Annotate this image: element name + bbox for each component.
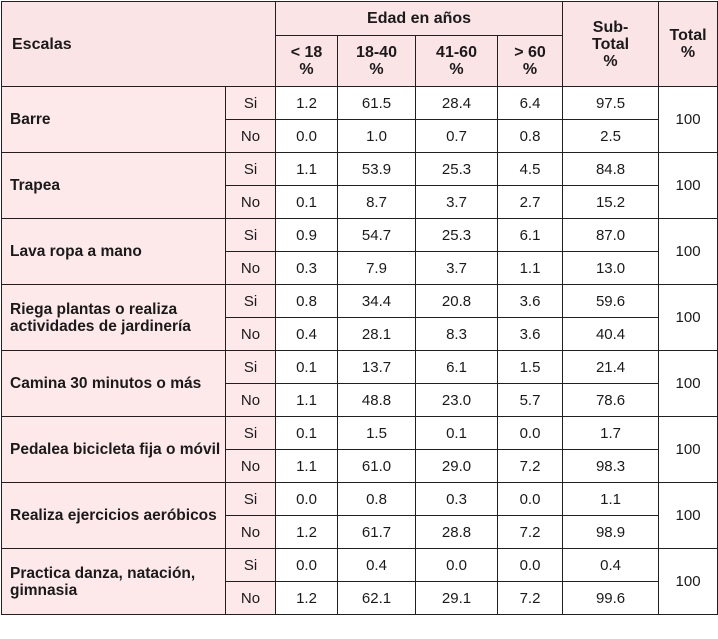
answer-label: No	[226, 582, 276, 615]
answer-label: Si	[226, 219, 276, 252]
value-cell: 7.2	[498, 516, 563, 549]
value-cell: 4.5	[498, 153, 563, 186]
answer-label: No	[226, 450, 276, 483]
header-escalas: Escalas	[2, 2, 276, 87]
subtotal-cell: 97.5	[563, 87, 659, 120]
value-cell: 8.7	[338, 186, 416, 219]
scale-label: Realiza ejercicios aeróbicos	[2, 483, 226, 549]
scale-label: Pedalea bicicleta fija o móvil	[2, 417, 226, 483]
table-row	[2, 219, 718, 252]
subtotal-cell: 1.7	[563, 417, 659, 450]
value-cell: 7.9	[338, 252, 416, 285]
value-cell: 0.4	[276, 318, 338, 351]
value-cell: 3.6	[498, 285, 563, 318]
total-cell: 100	[659, 87, 718, 153]
value-cell: 0.1	[416, 417, 498, 450]
value-cell: 7.2	[498, 450, 563, 483]
subtotal-cell: 2.5	[563, 120, 659, 153]
value-cell: 3.7	[416, 186, 498, 219]
value-cell: 0.3	[276, 252, 338, 285]
header-subtotal: Sub- Total %	[563, 2, 659, 87]
value-cell: 29.0	[416, 450, 498, 483]
subtotal-cell: 21.4	[563, 351, 659, 384]
value-cell: 28.8	[416, 516, 498, 549]
value-cell: 0.0	[416, 549, 498, 582]
value-cell: 1.5	[338, 417, 416, 450]
table-row	[2, 285, 718, 318]
table-row	[2, 417, 718, 450]
header-age-group: < 18 %	[276, 36, 338, 87]
subtotal-cell: 78.6	[563, 384, 659, 417]
subtotal-cell: 98.9	[563, 516, 659, 549]
subtotal-cell: 99.6	[563, 582, 659, 615]
value-cell: 28.4	[416, 87, 498, 120]
value-cell: 1.1	[498, 252, 563, 285]
answer-label: No	[226, 516, 276, 549]
value-cell: 0.1	[276, 417, 338, 450]
answer-label: No	[226, 318, 276, 351]
total-cell: 100	[659, 219, 718, 285]
value-cell: 0.7	[416, 120, 498, 153]
value-cell: 13.7	[338, 351, 416, 384]
value-cell: 20.8	[416, 285, 498, 318]
value-cell: 1.2	[276, 516, 338, 549]
value-cell: 7.2	[498, 582, 563, 615]
total-cell: 100	[659, 549, 718, 615]
table-row	[2, 483, 718, 516]
value-cell: 0.0	[498, 417, 563, 450]
value-cell: 0.0	[276, 549, 338, 582]
value-cell: 0.0	[276, 120, 338, 153]
value-cell: 0.8	[276, 285, 338, 318]
value-cell: 1.0	[338, 120, 416, 153]
table-row	[2, 549, 718, 582]
subtotal-cell: 84.8	[563, 153, 659, 186]
value-cell: 25.3	[416, 219, 498, 252]
value-cell: 34.4	[338, 285, 416, 318]
subtotal-cell: 98.3	[563, 450, 659, 483]
value-cell: 28.1	[338, 318, 416, 351]
value-cell: 1.1	[276, 153, 338, 186]
value-cell: 0.1	[276, 186, 338, 219]
header-edad: Edad en años	[276, 2, 563, 36]
subtotal-cell: 0.4	[563, 549, 659, 582]
value-cell: 61.5	[338, 87, 416, 120]
value-cell: 1.1	[276, 450, 338, 483]
value-cell: 0.3	[416, 483, 498, 516]
answer-label: Si	[226, 351, 276, 384]
value-cell: 48.8	[338, 384, 416, 417]
value-cell: 8.3	[416, 318, 498, 351]
value-cell: 0.0	[498, 483, 563, 516]
answer-label: Si	[226, 549, 276, 582]
answer-label: No	[226, 252, 276, 285]
scale-label: Camina 30 minutos o más	[2, 351, 226, 417]
value-cell: 1.2	[276, 87, 338, 120]
value-cell: 0.8	[338, 483, 416, 516]
value-cell: 0.4	[338, 549, 416, 582]
value-cell: 0.0	[276, 483, 338, 516]
value-cell: 61.0	[338, 450, 416, 483]
subtotal-cell: 40.4	[563, 318, 659, 351]
answer-label: No	[226, 186, 276, 219]
table-body	[2, 87, 718, 615]
value-cell: 0.0	[498, 549, 563, 582]
value-cell: 5.7	[498, 384, 563, 417]
subtotal-cell: 1.1	[563, 483, 659, 516]
total-cell: 100	[659, 483, 718, 549]
subtotal-cell: 15.2	[563, 186, 659, 219]
value-cell: 1.1	[276, 384, 338, 417]
header-age-group: > 60 %	[498, 36, 563, 87]
value-cell: 6.4	[498, 87, 563, 120]
subtotal-cell: 13.0	[563, 252, 659, 285]
subtotal-cell: 87.0	[563, 219, 659, 252]
scale-label: Riega plantas o realiza actividades de jardinería	[2, 285, 226, 351]
value-cell: 61.7	[338, 516, 416, 549]
value-cell: 1.2	[276, 582, 338, 615]
scale-label: Barre	[2, 87, 226, 153]
answer-label: Si	[226, 285, 276, 318]
scale-label: Trapea	[2, 153, 226, 219]
answer-label: Si	[226, 483, 276, 516]
header-total: Total %	[659, 2, 718, 87]
header-age-group: 41-60 %	[416, 36, 498, 87]
value-cell: 0.9	[276, 219, 338, 252]
answer-label: No	[226, 384, 276, 417]
value-cell: 54.7	[338, 219, 416, 252]
data-table	[1, 1, 718, 615]
value-cell: 3.7	[416, 252, 498, 285]
answer-label: No	[226, 120, 276, 153]
answer-label: Si	[226, 153, 276, 186]
value-cell: 0.1	[276, 351, 338, 384]
scale-label: Lava ropa a mano	[2, 219, 226, 285]
value-cell: 2.7	[498, 186, 563, 219]
value-cell: 29.1	[416, 582, 498, 615]
value-cell: 3.6	[498, 318, 563, 351]
answer-label: Si	[226, 417, 276, 450]
subtotal-cell: 59.6	[563, 285, 659, 318]
total-cell: 100	[659, 351, 718, 417]
scale-label: Practica danza, natación, gimnasia	[2, 549, 226, 615]
value-cell: 1.5	[498, 351, 563, 384]
total-cell: 100	[659, 417, 718, 483]
table-row	[2, 153, 718, 186]
value-cell: 53.9	[338, 153, 416, 186]
value-cell: 0.8	[498, 120, 563, 153]
header-age-group: 18-40 %	[338, 36, 416, 87]
value-cell: 6.1	[498, 219, 563, 252]
total-cell: 100	[659, 153, 718, 219]
table-row	[2, 87, 718, 120]
table-row	[2, 351, 718, 384]
value-cell: 25.3	[416, 153, 498, 186]
value-cell: 6.1	[416, 351, 498, 384]
value-cell: 62.1	[338, 582, 416, 615]
answer-label: Si	[226, 87, 276, 120]
value-cell: 23.0	[416, 384, 498, 417]
total-cell: 100	[659, 285, 718, 351]
